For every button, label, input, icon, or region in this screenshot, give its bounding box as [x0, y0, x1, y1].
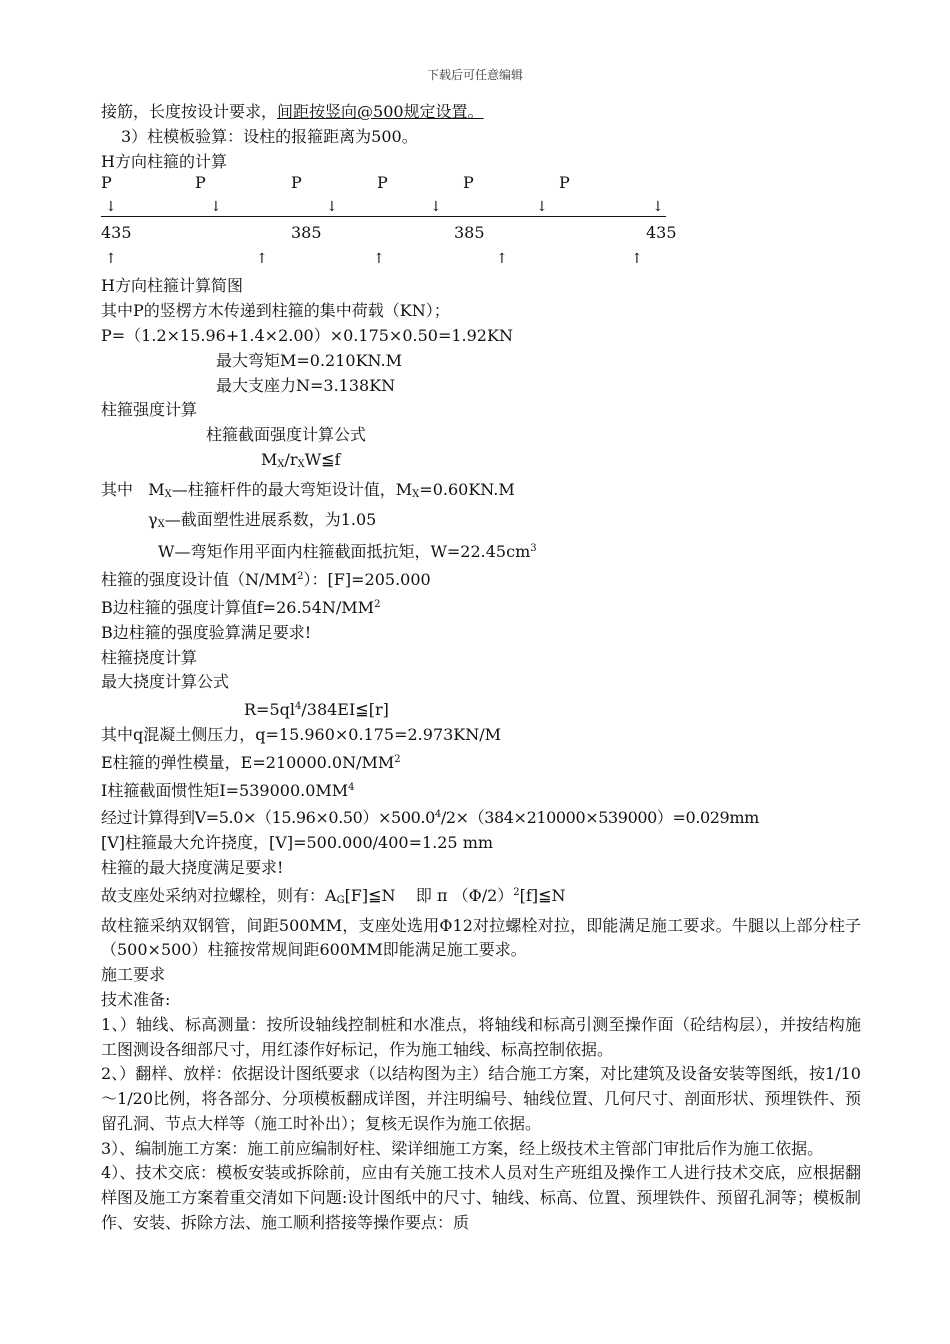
down-arrow-icon: ↓	[105, 199, 117, 216]
load-label: P	[101, 173, 112, 193]
load-label: P	[559, 173, 570, 193]
page-header: 下载后可任意编辑	[426, 68, 523, 82]
text-span: =0.60KN.M	[419, 479, 515, 499]
document-body	[101, 100, 861, 1236]
paragraph: 3）、编制施工方案：施工前应编制好柱、梁详细施工方案，经上级技术主管部门审批后作为施工依据。	[101, 1138, 824, 1158]
para-line: P=（1.2×15.96+1.4×2.00）×0.175×0.50=1.92KN	[101, 325, 513, 345]
down-arrow-icon: ↓	[326, 199, 338, 216]
para-line: 柱箍挠度计算	[101, 647, 198, 667]
text-span: W—弯矩作用平面内柱箍截面抵抗矩，W=22.45cm	[158, 542, 531, 562]
up-arrow-icon: ↑	[256, 251, 268, 268]
down-arrow-icon: ↓	[536, 199, 548, 216]
text-span: 经过计算得到V=5.0×（15.96×0.50）×500.0	[101, 808, 435, 828]
para-line: [V]柱箍最大允许挠度，[V]=500.000/400=1.25 mm	[101, 833, 494, 853]
subscript: G	[336, 894, 345, 906]
formula-line	[101, 695, 861, 723]
para-line	[101, 508, 861, 538]
section-heading: 施工要求	[101, 965, 166, 985]
para-line	[101, 478, 861, 508]
text-span: W≦f	[304, 449, 341, 469]
subscript: X	[297, 458, 305, 470]
para-line: 最大挠度计算公式	[101, 672, 230, 692]
superscript: 4	[295, 701, 302, 713]
formula-line	[101, 448, 861, 478]
span-label: 435	[101, 223, 132, 243]
text-span: 柱箍的强度设计值（N/MM	[101, 570, 298, 590]
text-span: /2×（384×210000×539000）=0.029mm	[440, 808, 759, 828]
text-span: [f]≦N	[519, 885, 566, 905]
para-line: 最大弯矩M=0.210KN.M	[216, 350, 402, 370]
superscript: 2	[513, 886, 520, 898]
text-span: /384EI≦[r]	[301, 700, 389, 720]
underlined-text: 间距按竖向@500规定设置。	[277, 102, 484, 121]
para-line	[101, 537, 861, 565]
span-label: 385	[454, 223, 485, 243]
superscript: 4	[348, 781, 355, 793]
up-arrow-icon: ↑	[496, 251, 508, 268]
text-span: —柱箍杆件的最大弯矩设计值，M	[171, 479, 413, 499]
para-line: 其中P的竖楞方木传递到柱箍的集中荷载（KN）；	[101, 301, 450, 321]
para-line: H方向柱箍计算简图	[101, 276, 243, 296]
text-span: M	[261, 449, 278, 469]
paragraph: 2、）翻样、放样：依据设计图纸要求（以结构图为主）结合施工方案，对比建筑及设备安装等图纸，按1/10～1/20比例，将各部分、分项模板翻成详图，并注明编号、轴线位置、几何尺寸、剖面形状、预埋铁件、预留孔洞、节点大样等（施工时补出）；复核无误作为施工依据。	[101, 1064, 861, 1133]
text-span: ）：[F]=205.000	[303, 570, 431, 590]
superscript: 2	[297, 571, 304, 583]
para-line	[101, 881, 861, 914]
span-label: 385	[291, 223, 322, 243]
subscript: X	[164, 488, 172, 500]
para-line: 柱箍的最大挠度满足要求!	[101, 857, 284, 877]
paragraph: 4）、技术交底：模板安装或拆除前，应由有关施工技术人员对生产班组及操作工人进行技术交底，应根据翻样图及施工方案着重交清如下问题:设计图纸中的尺寸、轴线、标高、位置、预埋铁件、预留孔洞等；模板制作、安装、拆除方法、施工顺利搭接等操作要点：质	[101, 1163, 861, 1233]
para-line	[101, 803, 861, 831]
subscript: X	[157, 518, 165, 530]
para-line: 其中q混凝土侧压力，q=15.960×0.175=2.973KN/M	[101, 724, 502, 744]
down-arrow-icon: ↓	[210, 199, 222, 216]
load-label: P	[195, 173, 206, 193]
load-label: P	[377, 173, 388, 193]
paragraph: 故柱箍采纳双钢管，间距500MM，支座处选用Φ12对拉螺栓对拉，即能满足施工要求。牛腿以上部分柱子（500×500）柱箍按常规间距600MM即能满足施工要求。	[101, 915, 861, 960]
text-span: E柱箍的弹性模量，E=210000.0N/MM	[101, 752, 395, 772]
load-label: P	[291, 173, 302, 193]
para-line: B边柱箍的强度验算满足要求!	[101, 622, 312, 642]
load-label: P	[463, 173, 474, 193]
column-hoop-diagram	[101, 174, 861, 274]
paragraph: 1、）轴线、标高测量：按所设轴线控制桩和水准点，将轴线和标高引测至操作面（砼结构层），并按结构施工图测设各细部尺寸，用红漆作好标记，作为施工轴线、标高控制依据。	[101, 1014, 861, 1059]
text-span: —截面塑性进展系数，为1.05	[164, 509, 377, 529]
up-arrow-icon: ↑	[105, 251, 117, 268]
para-line	[101, 100, 861, 125]
span-label: 435	[646, 223, 677, 243]
superscript: 2	[394, 753, 401, 765]
para-line	[101, 748, 861, 776]
down-arrow-icon: ↓	[652, 199, 664, 216]
subsection-heading: 技术准备:	[101, 989, 171, 1009]
beam-line	[101, 216, 666, 217]
text-span: [F]≦N 即 π （Φ/2）	[344, 885, 514, 905]
para-line: 柱箍强度计算	[101, 400, 198, 420]
superscript: 2	[374, 598, 381, 610]
superscript: 4	[434, 809, 441, 821]
subscript: X	[277, 458, 285, 470]
superscript: 3	[530, 543, 537, 555]
text-span: 其中 M	[101, 479, 165, 499]
para-line: H方向柱箍的计算	[101, 151, 227, 171]
para-line: 3）柱模板验算：设柱的报箍距离为500。	[121, 126, 418, 146]
text-span: B边柱箍的强度计算值f=26.54N/MM	[101, 597, 375, 617]
para-line	[101, 565, 861, 593]
text-span: I柱箍截面惯性矩I=539000.0MM	[101, 780, 349, 800]
subscript: X	[412, 488, 420, 500]
text-span: 故支座处采纳对拉螺栓，则有：A	[101, 885, 337, 905]
down-arrow-icon: ↓	[430, 199, 442, 216]
para-line: 最大支座力N=3.138KN	[216, 375, 396, 395]
para-line	[101, 593, 861, 621]
text-span: /r	[284, 449, 298, 469]
para-line	[101, 776, 861, 804]
text-span: γ	[148, 509, 158, 529]
para-line: 柱箍截面强度计算公式	[206, 425, 367, 445]
up-arrow-icon: ↑	[631, 251, 643, 268]
text-span: R=5ql	[244, 700, 295, 720]
text-span: 接筋，长度按设计要求，	[101, 102, 278, 121]
up-arrow-icon: ↑	[373, 251, 385, 268]
